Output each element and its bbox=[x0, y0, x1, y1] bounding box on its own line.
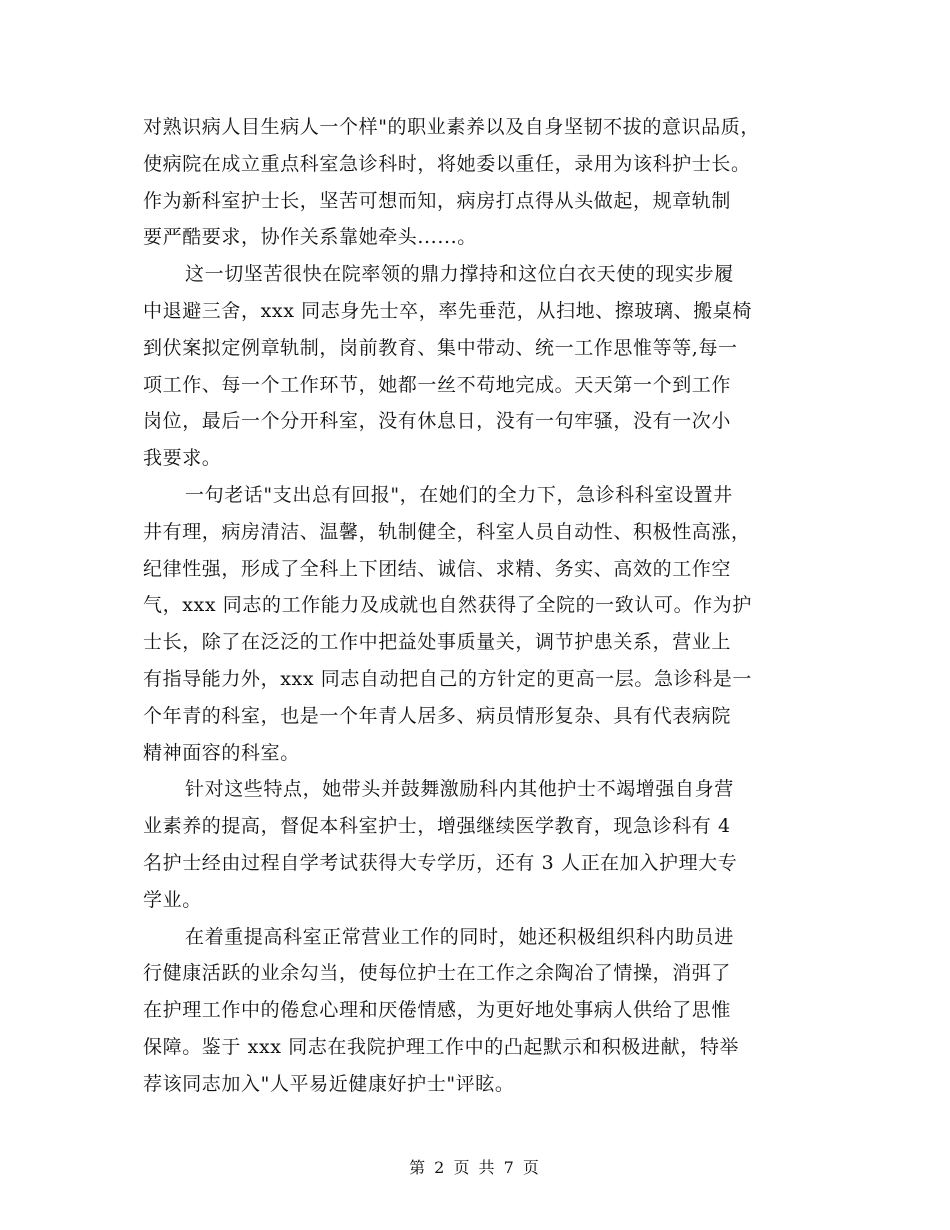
text-line: 纪律性强，形成了全科上下团结、诚信、求精、务实、高效的工作空 bbox=[143, 557, 732, 580]
text-line: 到伏案拟定例章轨制，岗前教育、集中带动、统一工作思惟等等,每一 bbox=[143, 336, 738, 359]
text-line: 项工作、每一个工作环节，她都一丝不苟地完成。天天第一个到工作 bbox=[143, 373, 732, 396]
text-line: 气，xxx 同志的工作能力及成就也自然获得了全院的一致认可。作为护 bbox=[143, 594, 752, 617]
text-line: 使病院在成立重点科室急诊科时，将她委以重任，录用为该科护士长。 bbox=[143, 152, 751, 175]
document-body bbox=[143, 109, 815, 1103]
text-line: 名护士经由过程自学考试获得大专学历，还有 3 人正在加入护理大专 bbox=[143, 851, 738, 874]
text-line: 个年青的科室，也是一个年青人居多、病员情形复杂、具有代表病院 bbox=[143, 704, 732, 727]
text-line: 业素养的提高，督促本科室护士，增强继续医学教育，现急诊科有 4 bbox=[143, 815, 731, 838]
paragraph-first-line: 在着重提高科室正常营业工作的同时，她还积极组织科内助员进 bbox=[185, 925, 734, 948]
text-line: 士长，除了在泛泛的工作中把益处事质量关，调节护患关系，营业上 bbox=[143, 631, 732, 654]
text-line: 精神面容的科室。 bbox=[143, 741, 300, 764]
text-line: 学业。 bbox=[143, 888, 202, 911]
text-line: 保障。鉴于 xxx 同志在我院护理工作中的凸起默示和积极进献，特举 bbox=[143, 1035, 740, 1058]
text-line: 要严酷要求，协作关系靠她牵头......。 bbox=[143, 226, 477, 249]
text-line: 岗位，最后一个分开科室，没有休息日，没有一句牢骚，没有一次小 bbox=[143, 410, 732, 433]
text-line: 在护理工作中的倦怠心理和厌倦情感，为更好地处事病人供给了思惟 bbox=[143, 999, 732, 1022]
paragraph-first-line: 这一切坚苦很快在院率领的鼎力撑持和这位白衣天使的现实步履 bbox=[185, 263, 734, 286]
text-line: 作为新科室护士长，坚苦可想而知，病房打点得从头做起，规章轨制 bbox=[143, 189, 732, 212]
text-line: 荐该同志加入"人平易近健康好护士"评眩。 bbox=[143, 1072, 515, 1095]
text-line: 对熟识病人目生病人一个样"的职业素养以及自身坚韧不拔的意识品质， bbox=[143, 116, 760, 138]
text-line: 我要求。 bbox=[143, 447, 222, 470]
text-line: 中退避三舍，xxx 同志身先士卒，率先垂范，从扫地、擦玻璃、搬桌椅 bbox=[143, 299, 752, 322]
page-number-footer: 第 2 页 共 7 页 bbox=[409, 1158, 541, 1177]
text-line: 有指导能力外，xxx 同志自动把自己的方针定的更高一层。急诊科是一 bbox=[143, 667, 752, 690]
text-line: 行健康活跃的业余勾当，使每位护士在工作之余陶冶了情操，消弭了 bbox=[143, 962, 732, 985]
paragraph-first-line: 一句老话"支出总有回报"，在她们的全力下，急诊科科室设置井 bbox=[185, 483, 733, 506]
text-line: 井有理，病房清洁、温馨，轨制健全，科室人员自动性、积极性高涨， bbox=[143, 520, 751, 543]
paragraph-first-line: 针对这些特点，她带头并鼓舞激励科内其他护士不竭增强自身营 bbox=[185, 778, 734, 801]
